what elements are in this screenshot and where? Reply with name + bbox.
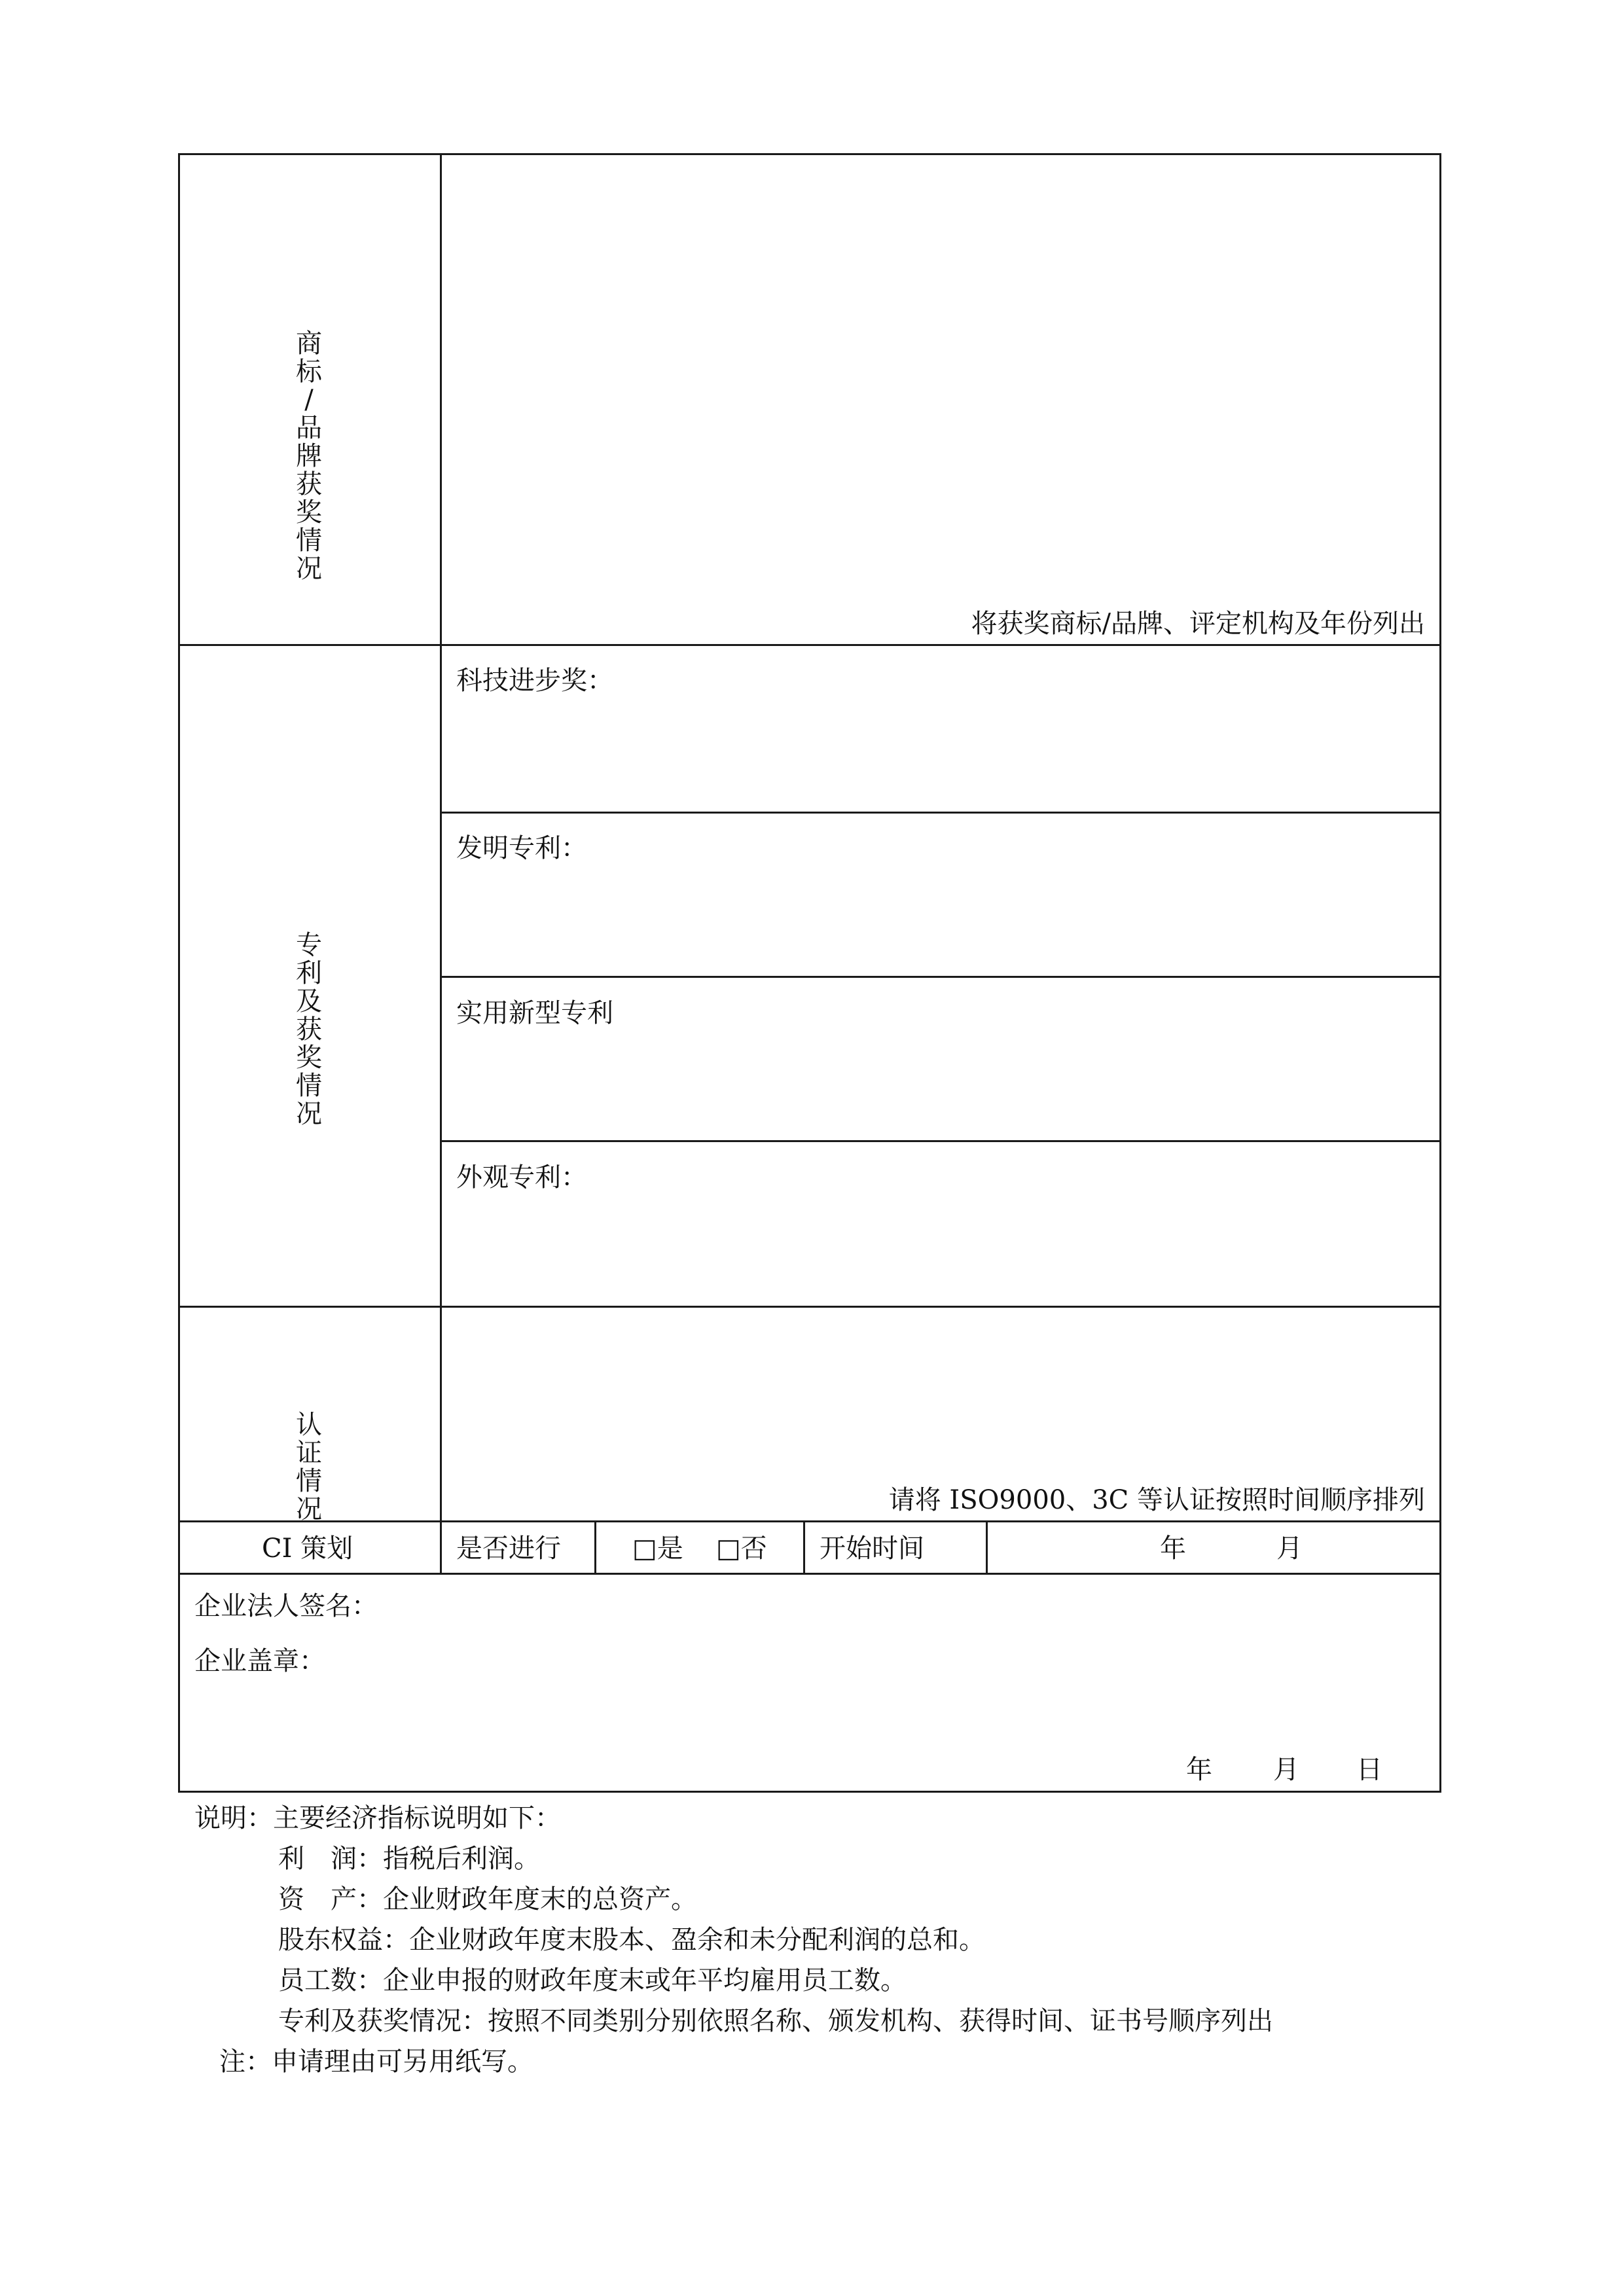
legal-person-signature-label: 企业法人签名： — [194, 1591, 378, 1621]
note-item-assets: 资 产：企业财政年度末的总资产。 — [278, 1884, 697, 1914]
invention-patent-label: 发明专利： — [456, 833, 587, 863]
signature-year-label: 年 — [1186, 1755, 1212, 1785]
utility-model-patent-label: 实用新型专利 — [456, 998, 613, 1028]
certification-hint: 请将 ISO9000、3C 等认证按照时间顺序排列 — [888, 1485, 1425, 1515]
ci-divider-3 — [986, 1520, 988, 1575]
trademark-section-label: 商 标 / 品 牌 获 奖 情 况 — [296, 329, 322, 584]
patent-section-label: 专 利 及 获 奖 情 况 — [296, 930, 322, 1129]
ci-start-time-label: 开始时间 — [820, 1534, 924, 1564]
certification-section-label: 认 证 情 况 — [296, 1410, 322, 1524]
company-seal-label: 企业盖章： — [194, 1646, 325, 1676]
table-border-right — [1439, 153, 1441, 1793]
divider-patent-row3 — [440, 1140, 1441, 1142]
ci-month-label: 月 — [1276, 1534, 1303, 1564]
ci-year-label: 年 — [1160, 1534, 1186, 1564]
table-border-left — [178, 153, 180, 1793]
signature-month-label: 月 — [1273, 1755, 1299, 1785]
note-item-employees: 员工数：企业申报的财政年度末或年平均雇用员工数。 — [278, 1965, 907, 1996]
sci-tech-award-label: 科技进步奖： — [456, 666, 613, 696]
notes-heading: 说明：主要经济指标说明如下： — [194, 1803, 561, 1833]
notes-footnote: 注：申请理由可另用纸写。 — [219, 2047, 533, 2077]
note-item-patents: 专利及获奖情况：按照不同类别分别依照名称、颁发机构、获得时间、证书号顺序列出 — [278, 2006, 1273, 2036]
note-item-equity: 股东权益：企业财政年度末股本、盈余和未分配利润的总和。 — [278, 1925, 985, 1955]
divider-patent-row2 — [440, 976, 1441, 978]
ci-divider-2 — [803, 1520, 805, 1575]
ci-divider-1 — [594, 1520, 596, 1575]
signature-day-label: 日 — [1356, 1755, 1382, 1785]
ci-question-label: 是否进行 — [456, 1534, 561, 1564]
divider-patent-certification — [178, 1306, 1441, 1308]
ci-yes-checkbox[interactable]: □是 — [632, 1534, 683, 1564]
divider-trademark-patent — [178, 644, 1441, 646]
ci-no-checkbox[interactable]: □否 — [716, 1534, 767, 1564]
divider-ci-signature — [178, 1573, 1441, 1575]
note-item-profit: 利 润：指税后利润。 — [278, 1844, 540, 1874]
divider-patent-row1 — [440, 812, 1441, 814]
application-form-table — [178, 153, 1441, 1793]
design-patent-label: 外观专利： — [456, 1162, 587, 1193]
table-border-bottom — [178, 1791, 1441, 1793]
trademark-hint: 将获奖商标/品牌、评定机构及年份列出 — [971, 609, 1425, 639]
ci-planning-label: CI 策划 — [262, 1534, 353, 1564]
trademark-content-area[interactable] — [442, 155, 1439, 644]
divider-certification-ci — [178, 1520, 1441, 1522]
